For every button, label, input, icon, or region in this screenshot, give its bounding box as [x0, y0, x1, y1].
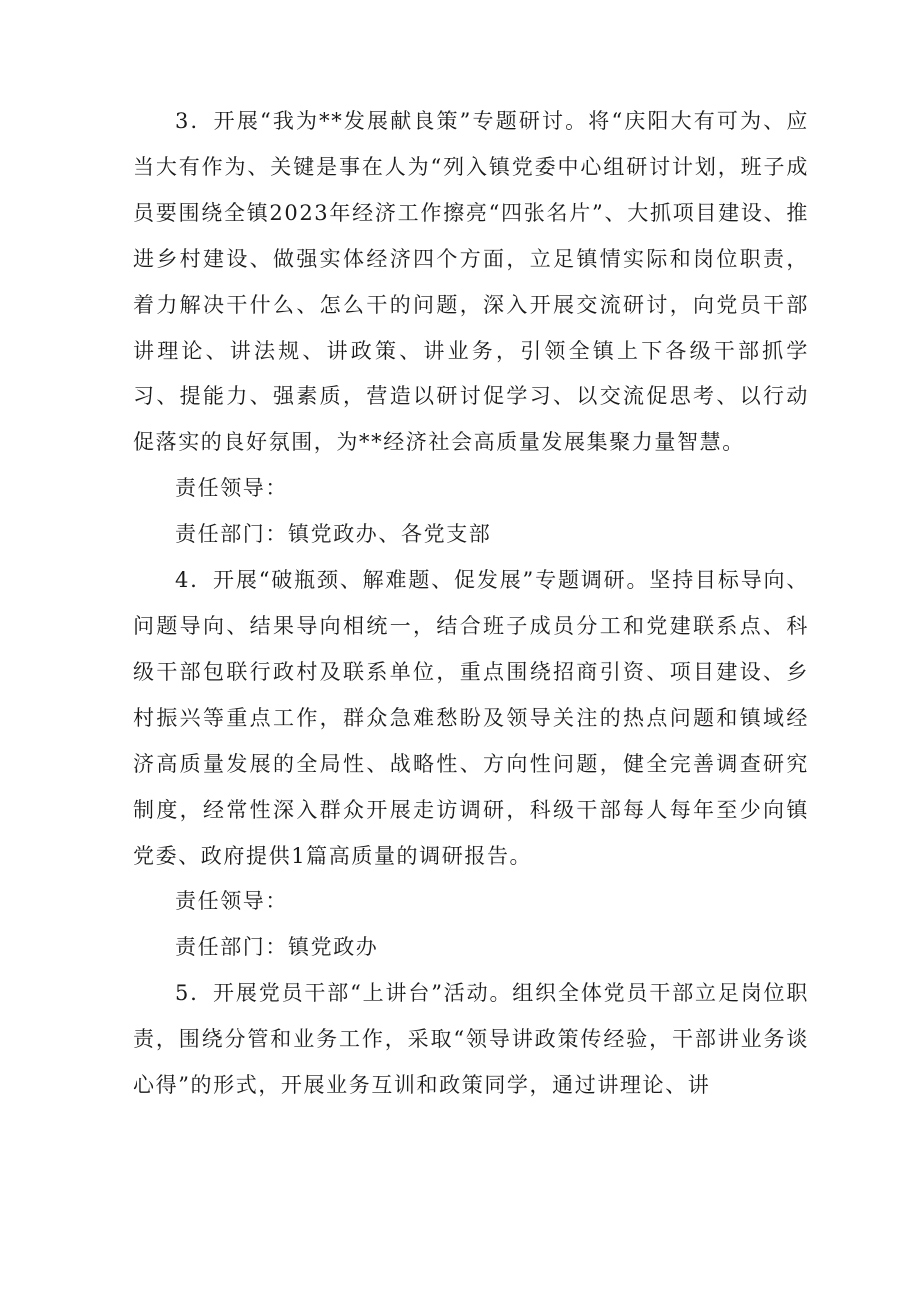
document-page — [133, 99, 809, 1109]
item-4-paragraph: 4．开展“破瓶颈、解难题、促发展”专题调研。坚持目标导向、问题导向、结果导向相统一，结合班子成员分工和党建联系点、科级干部包联行政村及联系单位，重点围绕招商引资、项目建设、乡村振兴等重点工作，群众急难愁盼及领导关注的热点问题和镇域经济高质量发展的全局性、战略性、方向性问题，健全完善调查研究制度，经常性深入群众开展走访调研，科级干部每人每年至少向镇党委、政府提供1篇高质量的调研报告。 — [133, 568, 809, 868]
item-3-paragraph: 3．开展“我为**发展献良策”专题研讨。将“庆阳大有可为、应当大有作为、关键是事在人为“列入镇党委中心组研讨计划，班子成员要围绕全镇2023年经济工作擦亮“四张名片”、大抓项目建设、推进乡村建设、做强实体经济四个方面，立足镇情实际和岗位职责，着力解决干什么、怎么干的问题，深入开展交流研讨，向党员干部讲理论、讲法规、讲政策、讲业务，引领全镇上下各级干部抓学习、提能力、强素质，营造以研讨促学习、以交流促思考、以行动促落实的良好氛围，为**经济社会高质量发展集聚力量智慧。 — [133, 109, 809, 455]
item-5-paragraph: 5．开展党员干部“上讲台”活动。组织全体党员干部立足岗位职责，围绕分管和业务工作，采取“领导讲政策传经验，干部讲业务谈心得”的形式，开展业务互训和政策同学，通过讲理论、讲 — [133, 981, 809, 1098]
item-3-responsible-department: 责任部门：镇党政办、各党支部 — [175, 522, 492, 547]
item-4-responsible-department: 责任部门：镇党政办 — [175, 935, 379, 960]
item-3-responsible-leader: 责任领导： — [175, 476, 288, 501]
item-4-responsible-leader: 责任领导： — [175, 889, 288, 914]
